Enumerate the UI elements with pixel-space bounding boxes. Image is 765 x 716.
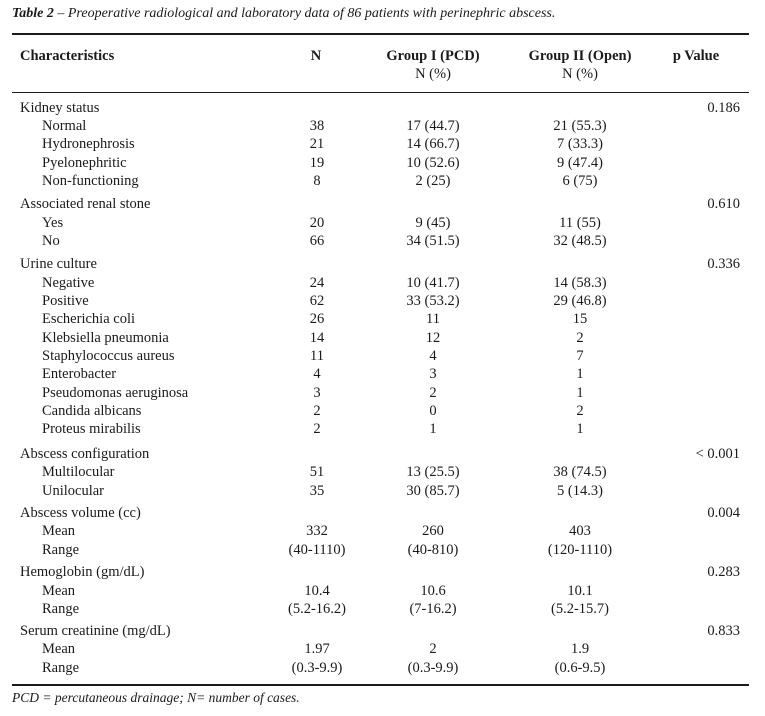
cell-group2: 7 bbox=[576, 348, 584, 364]
cell-n: 38 bbox=[309, 118, 325, 134]
row-label: Range bbox=[42, 601, 80, 617]
row-label: Negative bbox=[42, 275, 95, 291]
bottom-rule bbox=[12, 684, 749, 686]
cell-n: 66 bbox=[309, 233, 325, 249]
top-rule bbox=[12, 33, 749, 35]
cell-group2: 7 (33.3) bbox=[557, 136, 603, 152]
row-label: Pseudomonas aeruginosa bbox=[42, 385, 189, 401]
cell-p-value: 0.833 bbox=[707, 623, 740, 639]
cell-group1: 3 bbox=[429, 366, 437, 382]
header-group2-title: Group II (Open) bbox=[528, 48, 632, 64]
cell-group1: 17 (44.7) bbox=[406, 118, 460, 134]
cell-group2: 15 bbox=[572, 311, 588, 327]
cell-n: (40-1110) bbox=[288, 542, 346, 558]
row-label: Staphylococcus aureus bbox=[42, 348, 175, 364]
cell-group2: 2 bbox=[576, 330, 584, 346]
cell-n: 332 bbox=[306, 523, 328, 539]
cell-group1: 12 bbox=[425, 330, 441, 346]
table-row bbox=[0, 274, 765, 292]
row-label: Proteus mirabilis bbox=[42, 421, 141, 437]
row-label: Abscess volume (cc) bbox=[20, 505, 141, 521]
table-row bbox=[0, 232, 765, 250]
table-group-row bbox=[0, 195, 765, 213]
cell-group2: 1 bbox=[576, 385, 584, 401]
row-label: Mean bbox=[42, 641, 76, 657]
cell-group1: 30 (85.7) bbox=[406, 483, 460, 499]
row-label: Pyelonephritic bbox=[42, 155, 127, 171]
cell-group1: 2 bbox=[429, 641, 437, 657]
cell-group2: 10.1 bbox=[567, 583, 593, 599]
header-characteristics: Characteristics bbox=[20, 48, 115, 64]
cell-group1: 34 (51.5) bbox=[406, 233, 460, 249]
cell-group1: 2 (25) bbox=[415, 173, 451, 189]
cell-group2: 32 (48.5) bbox=[553, 233, 607, 249]
cell-group2: 6 (75) bbox=[562, 173, 598, 189]
table-row bbox=[0, 402, 765, 420]
row-label: Associated renal stone bbox=[20, 196, 151, 212]
row-label: Range bbox=[42, 660, 80, 676]
cell-group1: (40-810) bbox=[407, 542, 459, 558]
cell-n: (0.3-9.9) bbox=[291, 660, 343, 676]
table-row bbox=[0, 482, 765, 500]
table-row bbox=[0, 172, 765, 190]
cell-p-value: < 0.001 bbox=[695, 446, 740, 462]
cell-n: 11 bbox=[310, 348, 324, 364]
table-row bbox=[0, 640, 765, 658]
cell-n: 62 bbox=[309, 293, 325, 309]
row-label: Serum creatinine (mg/dL) bbox=[20, 623, 171, 639]
cell-group1: 10 (52.6) bbox=[406, 155, 460, 171]
row-label: Positive bbox=[42, 293, 89, 309]
table-row bbox=[0, 310, 765, 328]
cell-group1: 4 bbox=[429, 348, 437, 364]
table-group-row bbox=[0, 563, 765, 581]
cell-group1: 9 (45) bbox=[415, 215, 451, 231]
cell-n: 3 bbox=[313, 385, 321, 401]
cell-group2: (5.2-15.7) bbox=[551, 601, 609, 617]
table-row bbox=[0, 117, 765, 135]
row-label: Yes bbox=[42, 215, 64, 231]
table-group-row bbox=[0, 255, 765, 273]
table-row bbox=[0, 600, 765, 618]
cell-group1: 0 bbox=[429, 403, 437, 419]
table-caption-label: Table 2 bbox=[12, 6, 54, 21]
cell-group2: 1 bbox=[576, 421, 584, 437]
cell-p-value: 0.283 bbox=[707, 564, 740, 580]
table-row bbox=[0, 463, 765, 481]
table-row bbox=[0, 214, 765, 232]
header-group2 bbox=[510, 47, 650, 83]
cell-n: 51 bbox=[309, 464, 325, 480]
cell-n: 2 bbox=[313, 421, 321, 437]
row-label: No bbox=[42, 233, 60, 249]
table-row bbox=[0, 659, 765, 677]
table-row bbox=[0, 522, 765, 540]
row-label: Mean bbox=[42, 523, 76, 539]
cell-p-value: 0.004 bbox=[707, 505, 740, 521]
cell-group2: 29 (46.8) bbox=[553, 293, 607, 309]
table-row bbox=[0, 292, 765, 310]
cell-group1: 14 (66.7) bbox=[406, 136, 460, 152]
cell-n: 21 bbox=[309, 136, 325, 152]
cell-n: 1.97 bbox=[304, 641, 330, 657]
table-row bbox=[0, 135, 765, 153]
table-group-row bbox=[0, 445, 765, 463]
cell-group2: 403 bbox=[569, 523, 591, 539]
cell-n: 35 bbox=[309, 483, 325, 499]
cell-p-value: 0.610 bbox=[707, 196, 740, 212]
cell-group1: 260 bbox=[422, 523, 444, 539]
table-row bbox=[0, 154, 765, 172]
cell-group1: 13 (25.5) bbox=[406, 464, 460, 480]
cell-group1: (0.3-9.9) bbox=[407, 660, 459, 676]
row-label: Range bbox=[42, 542, 80, 558]
table-row bbox=[0, 347, 765, 365]
cell-n: 8 bbox=[313, 173, 321, 189]
cell-group1: 1 bbox=[429, 421, 437, 437]
row-label: Klebsiella pneumonia bbox=[42, 330, 169, 346]
header-group1 bbox=[368, 47, 498, 83]
cell-n: 24 bbox=[309, 275, 325, 291]
cell-n: 20 bbox=[309, 215, 325, 231]
cell-group2: 9 (47.4) bbox=[557, 155, 603, 171]
table-row bbox=[0, 329, 765, 347]
cell-group2: (0.6-9.5) bbox=[554, 660, 606, 676]
row-label: Enterobacter bbox=[42, 366, 117, 382]
cell-group1: 10.6 bbox=[420, 583, 446, 599]
header-group1-sub: N (%) bbox=[415, 66, 451, 82]
row-label: Hemoglobin (gm/dL) bbox=[20, 564, 145, 580]
cell-n: 19 bbox=[309, 155, 325, 171]
row-label: Non-functioning bbox=[42, 173, 139, 189]
cell-group1: 2 bbox=[429, 385, 437, 401]
table-caption-text: – Preoperative radiological and laboratory data of 86 patients with perinephric abscess. bbox=[53, 6, 556, 21]
table-row bbox=[0, 420, 765, 438]
cell-group2: 11 (55) bbox=[559, 215, 601, 231]
row-label: Urine culture bbox=[20, 256, 97, 272]
cell-group1: 10 (41.7) bbox=[406, 275, 460, 291]
cell-n: 14 bbox=[309, 330, 325, 346]
cell-group1: 33 (53.2) bbox=[406, 293, 460, 309]
table-group-row bbox=[0, 99, 765, 117]
table-row bbox=[0, 365, 765, 383]
cell-group1: (7-16.2) bbox=[409, 601, 457, 617]
cell-group2: (120-1110) bbox=[547, 542, 613, 558]
table-footnote: PCD = percutaneous drainage; N= number of cases. bbox=[12, 690, 300, 705]
cell-group1: 11 bbox=[426, 311, 440, 327]
row-label: Candida albicans bbox=[42, 403, 142, 419]
row-label: Abscess configuration bbox=[20, 446, 150, 462]
cell-group2: 1 bbox=[576, 366, 584, 382]
table-group-row bbox=[0, 504, 765, 522]
cell-n: 4 bbox=[313, 366, 321, 382]
table-group-row bbox=[0, 622, 765, 640]
cell-n: (5.2-16.2) bbox=[288, 601, 346, 617]
cell-group2: 5 (14.3) bbox=[557, 483, 603, 499]
header-p-value: p Value bbox=[672, 48, 720, 64]
row-label: Multilocular bbox=[42, 464, 115, 480]
cell-group2: 2 bbox=[576, 403, 584, 419]
header-group1-title: Group I (PCD) bbox=[386, 48, 480, 64]
table-caption bbox=[12, 6, 555, 22]
cell-group2: 14 (58.3) bbox=[553, 275, 607, 291]
header-n: N bbox=[310, 48, 322, 64]
cell-p-value: 0.336 bbox=[707, 256, 740, 272]
row-label: Escherichia coli bbox=[42, 311, 135, 327]
table-row bbox=[0, 384, 765, 402]
cell-n: 2 bbox=[313, 403, 321, 419]
cell-n: 26 bbox=[309, 311, 325, 327]
header-rule bbox=[12, 92, 749, 93]
cell-group2: 1.9 bbox=[570, 641, 590, 657]
row-label: Normal bbox=[42, 118, 87, 134]
cell-p-value: 0.186 bbox=[707, 100, 740, 116]
table-row bbox=[0, 582, 765, 600]
row-label: Kidney status bbox=[20, 100, 100, 116]
row-label: Mean bbox=[42, 583, 76, 599]
table-row bbox=[0, 541, 765, 559]
cell-group2: 38 (74.5) bbox=[553, 464, 607, 480]
row-label: Hydronephrosis bbox=[42, 136, 135, 152]
row-label: Unilocular bbox=[42, 483, 105, 499]
header-group2-sub: N (%) bbox=[562, 66, 598, 82]
cell-group2: 21 (55.3) bbox=[553, 118, 607, 134]
cell-n: 10.4 bbox=[304, 583, 330, 599]
